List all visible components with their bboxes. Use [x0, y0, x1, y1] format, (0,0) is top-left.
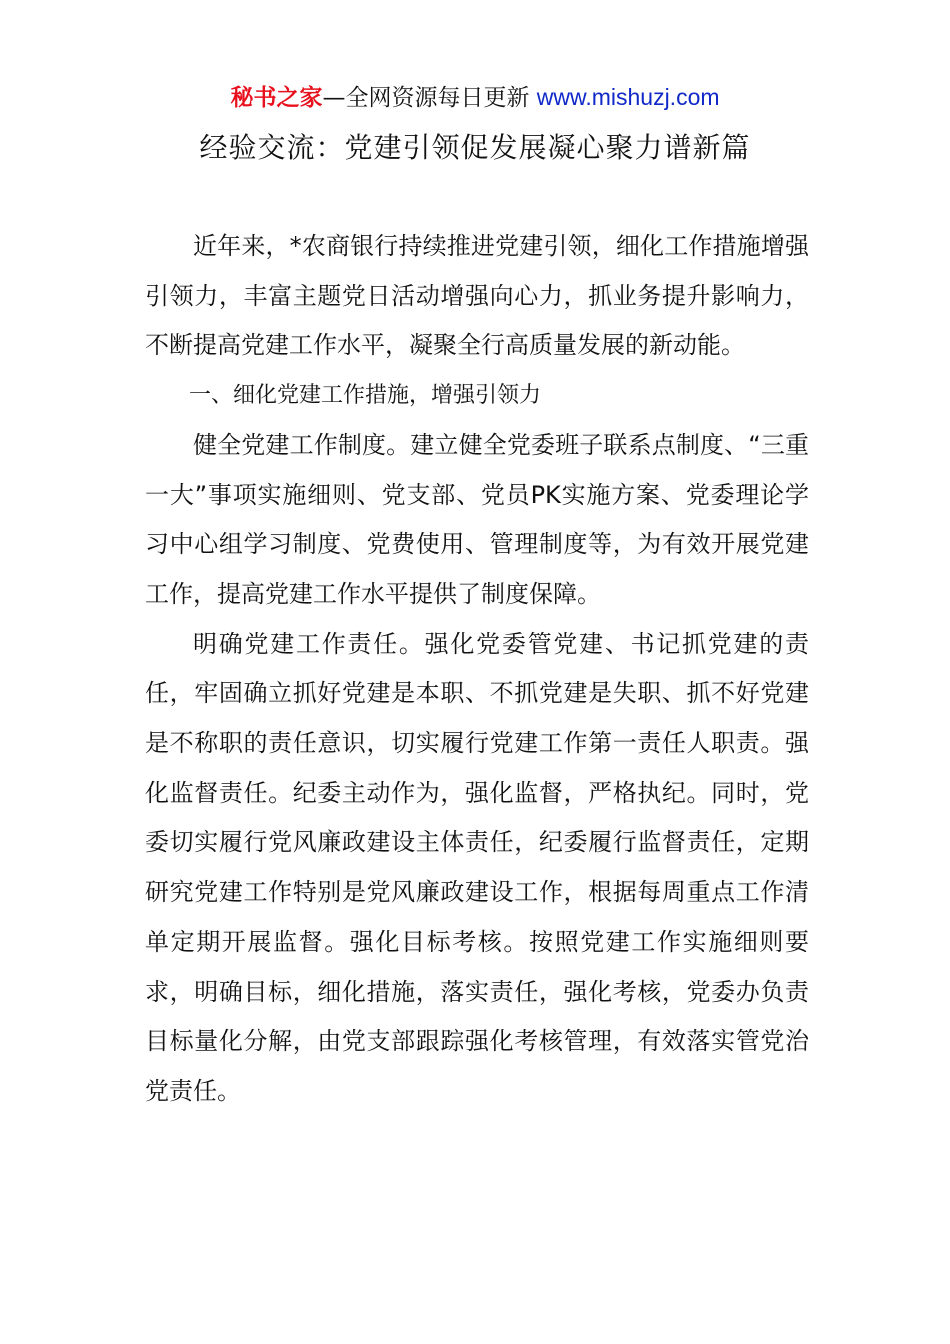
page-header — [0, 80, 950, 115]
paragraph-system: 健全党建工作制度。建立健全党委班子联系点制度、“三重一大”事项实施细则、党支部、党员PK实施方案、党委理论学习中心组学习制度、党费使用、管理制度等，为有效开展党建工作，提高党建工作水平提供了制度保障。 — [145, 430, 809, 608]
document-body — [145, 222, 809, 1117]
document-title: 经验交流：党建引领促发展凝心聚力谱新篇 — [199, 131, 751, 164]
site-link[interactable]: www.mishuzj.com — [536, 84, 720, 110]
header-tagline: —全网资源每日更新 — [322, 85, 537, 111]
brand-name: 秘书之家 — [230, 85, 323, 111]
paragraph-responsibility: 明确党建工作责任。强化党委管党建、书记抓党建的责任，牢固确立抓好党建是本职、不抓党建是失职、抓不好党建是不称职的责任意识，切实履行党建工作第一责任人职责。强化监督责任。纪委主动作为，强化监督，严格执纪。同时，党委切实履行党风廉政建设主体责任，纪委履行监督责任，定期研究党建工作特别是党风廉政建设工作，根据每周重点工作清单定期开展监督。强化目标考核。按照党建工作实施细则要求，明确目标，细化措施，落实责任，强化考核，党委办负责目标量化分解，由党支部跟踪强化考核管理，有效落实管党治党责任。 — [145, 629, 809, 1105]
paragraph-intro: 近年来，*农商银行持续推进党建引领，细化工作措施增强引领力，丰富主题党日活动增强向心力，抓业务提升影响力，不断提高党建工作水平，凝聚全行高质量发展的新动能。 — [145, 232, 809, 360]
section-heading: 一、细化党建工作措施，增强引领力 — [189, 383, 542, 409]
